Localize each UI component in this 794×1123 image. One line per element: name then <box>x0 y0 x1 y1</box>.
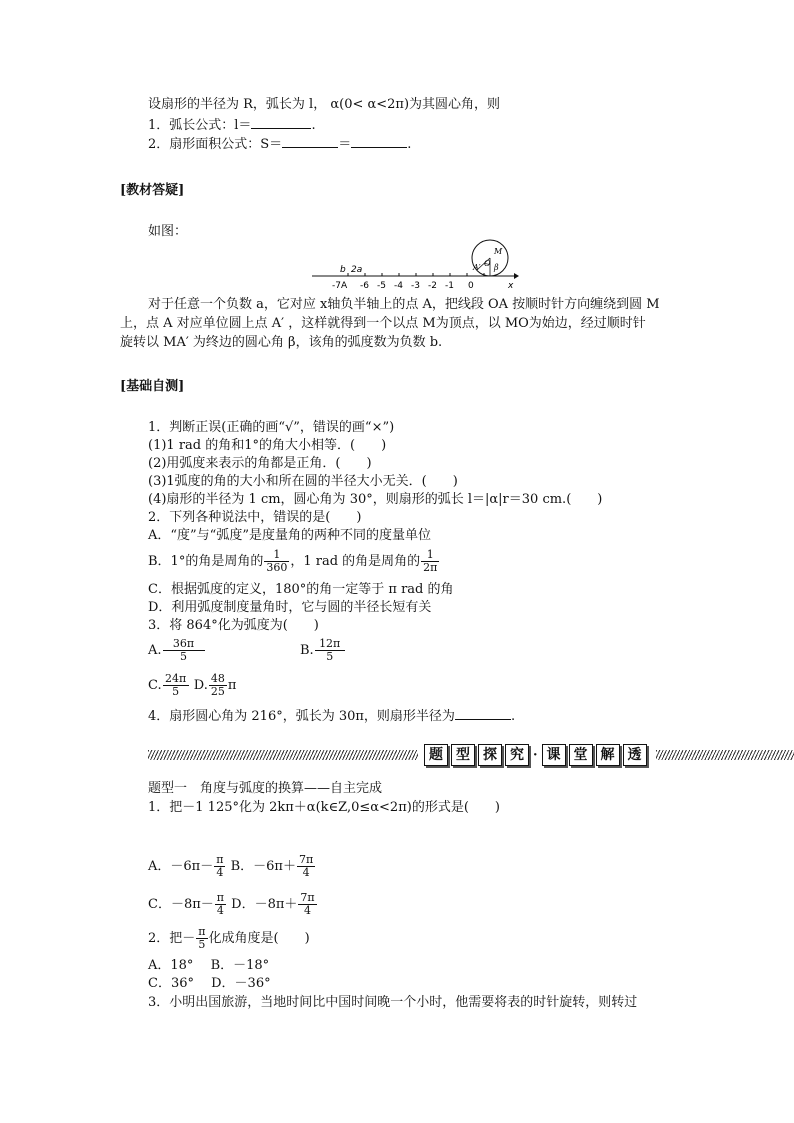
question-1-item-1: (1)1 rad 的角和1°的角大小相等．( ) <box>148 438 387 453</box>
question-2-option-a: A．“度”与“弧度”是度量角的两种不同的度量单位 <box>148 528 431 543</box>
figure-lead: 如图： <box>148 224 188 239</box>
arc-length-label: 1．弧长公式：l＝ <box>148 118 252 133</box>
axis-arrow-icon <box>514 273 519 279</box>
denominator: 25 <box>210 685 225 698</box>
question-1-item-3: (3)1弧度的角的大小和所在圆的半径大小无关．( ) <box>148 474 458 489</box>
fraction <box>214 854 225 879</box>
period: . <box>311 118 316 133</box>
option-text: ，1 rad 的角是周角的 <box>290 554 421 569</box>
tick-label: -7A <box>332 281 348 291</box>
question-4 <box>148 707 515 725</box>
banner-title <box>424 744 650 766</box>
fraction <box>163 638 205 663</box>
option-label: C. <box>148 678 162 693</box>
tick-label: -3 <box>411 281 420 291</box>
exercise-2 <box>148 924 310 954</box>
banner-dot: · <box>533 747 538 763</box>
fraction <box>196 926 207 951</box>
banner-char: 透 <box>623 744 647 766</box>
exercise-2-options-cd: C．36° D．－36° <box>148 976 271 991</box>
option-label: B. <box>300 643 314 658</box>
fraction <box>264 549 289 574</box>
numerator: π <box>216 853 224 866</box>
question-text: 4．扇形圆心角为 216°，弧长为 30π，则扇形半径为 <box>148 709 455 724</box>
banner-char: 探 <box>478 744 502 766</box>
sector-area-label: 2．扇形面积公式：S＝ <box>148 137 283 152</box>
banner-char: 课 <box>542 744 566 766</box>
point-o-label: O <box>484 259 491 268</box>
denominator: 5 <box>326 650 334 663</box>
exercise-3: 3．小明出国旅游，当地时间比中国时间晚一个小时，他需要将表的时针旋转，则转过 <box>148 995 638 1010</box>
period: . <box>510 709 516 724</box>
sector-area-blank-1[interactable] <box>282 135 338 148</box>
point-a-prime-label: A′ <box>473 263 481 272</box>
banner-char: 解 <box>596 744 620 766</box>
option-label: D. <box>193 678 208 693</box>
exercise-1: 1．把－1 125°化为 2kπ＋α(k∈Z,0≤α<2π)的形式是( ) <box>148 800 500 815</box>
denominator: 4 <box>302 866 310 879</box>
topic-heading: 题型一 角度与弧度的换算——自主完成 <box>148 781 383 796</box>
denominator: 5 <box>172 685 180 698</box>
fraction <box>163 673 189 698</box>
option-text: A．－6π－ <box>148 859 214 874</box>
banner-char: 堂 <box>569 744 593 766</box>
option-text: B．1°的角是周角的 <box>148 554 264 569</box>
point-2a-label: 2a <box>351 265 363 275</box>
option-text: D．－8π＋ <box>231 897 298 912</box>
denominator: 5 <box>198 938 206 951</box>
numerator: 48 <box>210 672 225 685</box>
question-2-option-c: C．根据弧度的定义，180°的角一定等于 π rad 的角 <box>148 582 454 597</box>
question-1: 1．判断正误(正确的画“√”，错误的画“×”) <box>148 420 395 435</box>
numerator: 1 <box>426 548 434 561</box>
denominator: 4 <box>304 904 311 917</box>
numerator: 24π <box>165 672 187 685</box>
question-3-options-cd <box>148 671 236 701</box>
tick-label: 0 <box>468 281 474 291</box>
numerator: 36π <box>172 637 195 650</box>
number-line-figure <box>310 236 520 292</box>
option-text: C．－8π－ <box>148 897 214 912</box>
equals-sign: ＝ <box>338 137 352 152</box>
numerator: π <box>198 925 206 938</box>
question-3-option-a <box>148 636 206 666</box>
exercise-1-options-cd <box>148 890 318 920</box>
point-b-label: b <box>340 265 346 275</box>
period: . <box>407 137 412 152</box>
banner-hatch-right <box>656 750 794 760</box>
x-axis-label: x <box>508 281 514 291</box>
explanation-line-3: 旋转以 MA′ 为终边的圆心角 β，该角的弧度数为负数 b. <box>120 335 443 350</box>
fraction <box>298 892 316 917</box>
explanation-line-1: 对于任意一个负数 a，它对应 x轴负半轴上的点 A，把线段 OA 按顺时针方向缠绕到圆 M <box>148 297 660 312</box>
question-3-option-b <box>300 636 346 666</box>
question-1-item-2: (2)用弧度来表示的角都是正角．( ) <box>148 456 372 471</box>
banner-char: 型 <box>451 744 475 766</box>
option-label: A. <box>148 643 162 658</box>
section-title-textbook-qa: [教材答疑] <box>120 183 185 198</box>
fraction <box>421 549 439 574</box>
angle-beta-label: β <box>494 263 499 272</box>
denominator: 360 <box>266 561 288 574</box>
radius-answer-blank[interactable] <box>455 707 511 720</box>
explanation-line-2: 上，点 A 对应单位圆上点 A′ ，这样就得到一个以点 M为顶点，以 MO为始边，经过顺时针 <box>120 316 646 331</box>
section-title-self-test: [基础自测] <box>120 379 185 394</box>
intro-line: 设扇形的半径为 R，弧长为 l， α(0< α<2π)为其圆心角，则 <box>148 97 501 112</box>
question-text: 2．把－ <box>148 931 196 946</box>
numerator: 7π <box>300 891 315 904</box>
question-text: 化成角度是( ) <box>208 931 310 946</box>
fraction <box>215 892 226 917</box>
numerator: 12π <box>319 637 341 650</box>
pi-symbol: π <box>227 678 237 693</box>
sector-area-blank-2[interactable] <box>351 135 407 148</box>
section-banner <box>148 744 794 768</box>
tick-label: -4 <box>394 281 403 291</box>
fraction <box>209 673 227 698</box>
banner-char: 究 <box>505 744 529 766</box>
question-1-item-4: (4)扇形的半径为 1 cm，圆心角为 30°，则扇形的弧长 l＝|α|r＝30 cm.( ) <box>148 492 603 507</box>
denominator: 4 <box>216 904 224 917</box>
tick-label: -2 <box>428 281 437 291</box>
denominator: 5 <box>180 650 188 663</box>
question-2: 2．下列各种说法中，错误的是( ) <box>148 510 362 525</box>
banner-hatch-left <box>148 750 418 760</box>
banner-char: 题 <box>424 744 448 766</box>
arc-length-blank[interactable] <box>251 116 311 129</box>
sector-area-formula <box>148 135 411 153</box>
exercise-2-options-ab: A．18° B．－18° <box>148 958 270 973</box>
fraction <box>297 854 315 879</box>
tick-label: -1 <box>445 281 454 291</box>
tick-label: -6 <box>360 281 369 291</box>
arc-length-formula <box>148 116 316 134</box>
numerator: π <box>216 891 224 904</box>
tick-label: -5 <box>377 281 386 291</box>
question-3: 3．将 864°化为弧度为( ) <box>148 618 319 633</box>
question-2-option-b <box>148 548 440 576</box>
option-text: B．－6π＋ <box>230 859 296 874</box>
denominator: 4 <box>216 866 224 879</box>
numerator: 1 <box>273 548 281 561</box>
denominator: 2π <box>423 561 438 574</box>
question-2-option-d: D．利用弧度制度量角时，它与圆的半径长短有关 <box>148 600 432 615</box>
point-m-label: M <box>494 247 503 256</box>
exercise-1-options-ab <box>148 852 316 882</box>
fraction <box>315 638 345 663</box>
numerator: 7π <box>298 853 314 866</box>
